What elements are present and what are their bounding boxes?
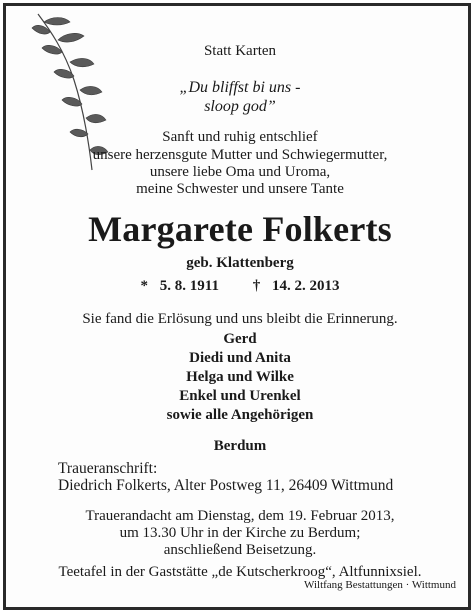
intro-line: unsere liebe Oma und Uroma,	[149, 164, 331, 180]
maiden-name: geb. Klattenberg	[186, 255, 294, 271]
reception-line: Teetafel in der Gaststätte „de Kutscherkroog“, Altfunnixsiel.	[58, 564, 422, 580]
closing-line: Sie fand die Erlösung und uns bleibt die Erinnerung.	[82, 311, 398, 327]
death-date: 14. 2. 2013	[271, 278, 340, 294]
intro-line: Sanft und ruhig entschlief	[162, 129, 318, 145]
death-symbol: †	[252, 278, 261, 294]
mourner-name: Enkel und Urenkel	[179, 388, 301, 404]
birth-date: 5. 8. 1911	[159, 278, 219, 294]
service-line: Trauerandacht am Dienstag, dem 19. Februar 2013,	[85, 508, 395, 524]
header-text: Statt Karten	[203, 43, 277, 59]
obituary-notice	[3, 3, 471, 610]
undertaker-credit: Wiltfang Bestattungen · Wittmund	[304, 579, 456, 591]
intro-line: meine Schwester und unsere Tante	[136, 181, 344, 197]
service-line: anschließend Beisetzung.	[163, 542, 317, 558]
address-text: Diedrich Folkerts, Alter Postweg 11, 26409 Wittmund	[58, 477, 394, 494]
service-line: um 13.30 Uhr in der Kirche zu Berdum;	[119, 525, 361, 541]
life-dates	[6, 279, 474, 294]
mourner-name: Gerd	[223, 331, 257, 347]
mourner-name: Diedi und Anita	[189, 350, 291, 366]
intro-line: unsere herzensgute Mutter und Schwiegermutter,	[92, 147, 388, 163]
birth-symbol: *	[140, 278, 149, 294]
motto-line-1: „Du bliffst bi uns -	[179, 79, 301, 96]
place-name: Berdum	[213, 438, 267, 454]
mourner-name: sowie alle Angehörigen	[166, 407, 314, 423]
deceased-name: Margarete Folkerts	[88, 209, 392, 249]
motto-line-2: sloop god”	[204, 98, 276, 115]
mourner-name: Helga und Wilke	[186, 369, 294, 385]
address-label: Traueranschrift:	[58, 460, 158, 477]
